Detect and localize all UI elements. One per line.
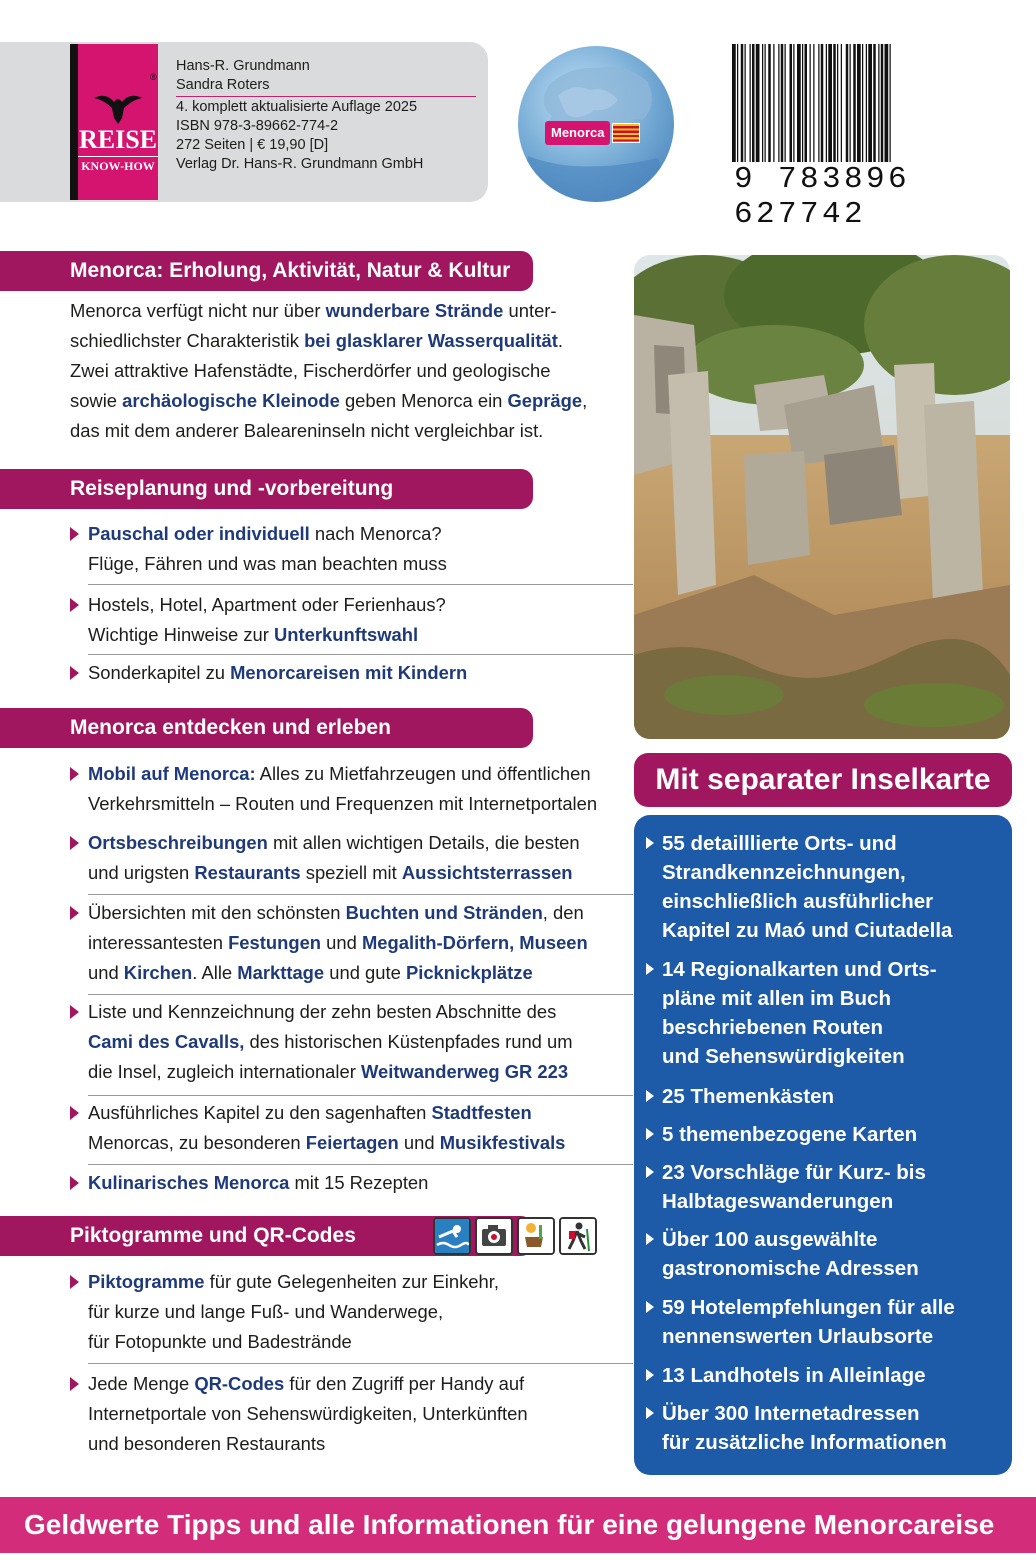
bullet-item <box>70 759 630 819</box>
feature-line: beschriebenen Routen <box>662 1016 883 1039</box>
feature-line: Halbtageswanderungen <box>662 1190 894 1213</box>
footer-banner: Geldwerte Tipps und alle Informationen für eine gelungene Menorcareise <box>0 1497 1036 1553</box>
bullet-text <box>70 590 630 650</box>
bullet-item <box>70 1369 630 1459</box>
edition: 4. komplett aktualisierte Auflage 2025 <box>176 99 418 115</box>
highlight-text: Piktogramme <box>88 1271 205 1292</box>
bullet-item <box>70 658 630 688</box>
text-line <box>88 1369 630 1399</box>
bullet-arrow-icon <box>646 1128 654 1140</box>
highlight-text: Kirchen <box>123 962 193 983</box>
text-line <box>88 1098 630 1128</box>
bullet-arrow-icon <box>70 598 79 612</box>
bullet-item <box>70 997 630 1087</box>
cafe-icon <box>517 1217 555 1255</box>
body-text: Menorca verfügt nicht nur über <box>70 300 326 321</box>
section-heading-erholung: Menorca: Erholung, Aktivität, Natur & Kultur <box>0 251 533 291</box>
body-text: des historischen Küstenpfades rund um <box>244 1031 573 1052</box>
body-text: geben Menorca ein <box>339 390 508 411</box>
body-text: für den Zugriff per Handy auf <box>284 1373 525 1394</box>
bullet-arrow-icon <box>646 1407 654 1419</box>
text-line <box>88 590 630 620</box>
text-line <box>70 326 630 356</box>
body-text: , den <box>542 902 584 923</box>
bullet-arrow-icon <box>70 666 79 680</box>
text-line <box>88 1027 630 1057</box>
text-line <box>88 1057 630 1087</box>
karte-feature-item <box>662 1120 1002 1149</box>
highlight-text: Buchten und Stränden <box>345 902 543 923</box>
balearic-flag-icon <box>612 123 640 143</box>
body-text: die Insel, zugleich internationaler <box>88 1061 361 1082</box>
body-text: nach Menorca? <box>309 523 442 544</box>
bullet-arrow-icon <box>70 836 79 850</box>
publisher: Verlag Dr. Hans-R. Grundmann GmbH <box>176 156 424 172</box>
bullet-item <box>70 1168 630 1198</box>
body-text: Menorcas, zu besonderen <box>88 1132 306 1153</box>
isbn: ISBN 978-3-89662-774-2 <box>176 118 339 134</box>
divider-line <box>88 1363 633 1364</box>
divider-line <box>88 584 633 585</box>
highlight-text: wunderbare Strände <box>325 300 504 321</box>
bullet-item <box>70 519 630 579</box>
body-text: Alles zu Mietfahrzeugen und öffentlichen <box>255 763 591 784</box>
highlight-text: Feiertagen <box>305 1132 399 1153</box>
feature-line: 23 Vorschläge für Kurz- bis <box>662 1161 926 1184</box>
body-text: Liste und Kennzeichnung der zehn besten Abschnitte des <box>88 1001 557 1022</box>
karte-feature-item <box>662 1158 1002 1216</box>
bullet-arrow-icon <box>70 1275 79 1289</box>
text-line <box>88 828 630 858</box>
text-line <box>88 620 630 650</box>
text-line <box>88 658 630 688</box>
bullet-item <box>70 590 630 650</box>
body-text: und gute <box>324 962 406 983</box>
body-text: Wichtige Hinweise zur <box>88 624 275 645</box>
highlight-text: QR-Codes <box>194 1373 285 1394</box>
bullet-text <box>70 898 630 988</box>
body-text: schiedlichster Charakteristik <box>70 330 305 351</box>
reise-know-how-logo <box>70 44 158 200</box>
body-text: für Fotopunkte und Badestrände <box>88 1331 352 1352</box>
bullet-item <box>70 1098 630 1158</box>
karte-feature-item <box>662 1082 1002 1111</box>
text-line <box>88 1399 630 1429</box>
body-text: Internetportale von Sehenswürdigkeiten, Unterkünften <box>88 1403 528 1424</box>
body-text: für kurze und lange Fuß- und Wanderwege, <box>88 1301 444 1322</box>
info-divider <box>176 96 476 97</box>
bullet-text <box>70 519 630 579</box>
bullet-text <box>70 658 630 688</box>
feature-line: Über 100 ausgewählte <box>662 1228 878 1251</box>
feature-line: 25 Themenkästen <box>662 1085 835 1108</box>
body-text: und <box>321 932 362 953</box>
highlight-text: Stadtfesten <box>431 1102 532 1123</box>
bullet-arrow-icon <box>646 963 654 975</box>
bullet-item <box>70 898 630 988</box>
feature-line: Kapitel zu Maó und Ciutadella <box>662 919 953 942</box>
bullet-arrow-icon <box>646 1090 654 1102</box>
author-2: Sandra Roters <box>176 77 270 93</box>
body-text: für gute Gelegenheiten zur Einkehr, <box>204 1271 499 1292</box>
bullet-arrow-icon <box>646 1233 654 1245</box>
bullet-text <box>70 759 630 819</box>
karte-feature-item <box>662 829 1002 945</box>
bullet-arrow-icon <box>646 837 654 849</box>
highlight-text: Unterkunftswahl <box>274 624 419 645</box>
feature-line: einschließlich ausführlicher <box>662 890 934 913</box>
bullet-text <box>70 1168 630 1198</box>
feature-line: 5 themenbezogene Karten <box>662 1123 918 1146</box>
highlight-text: Menorcareisen mit Kindern <box>230 662 468 683</box>
body-text: speziell mit <box>300 862 402 883</box>
registered-mark: ® <box>150 72 157 82</box>
body-text: Jede Menge <box>88 1373 195 1394</box>
bullet-text <box>70 1369 630 1459</box>
body-text: . <box>557 330 564 351</box>
text-line <box>88 1267 630 1297</box>
body-text: und <box>88 962 124 983</box>
inselkarte-banner: Mit separater Inselkarte <box>634 753 1012 807</box>
feature-line: für zusätzliche Informationen <box>662 1431 947 1454</box>
body-text: unter- <box>503 300 557 321</box>
hiking-icon <box>559 1217 597 1255</box>
bullet-arrow-icon <box>70 1005 79 1019</box>
bullet-arrow-icon <box>70 767 79 781</box>
body-text: . Alle <box>192 962 238 983</box>
swimming-icon <box>433 1217 471 1255</box>
section-heading-piktogramme: Piktogramme und QR-Codes <box>0 1216 533 1256</box>
logo-subtitle: KNOW-HOW <box>78 156 158 174</box>
text-line <box>88 549 630 579</box>
menorca-badge: Menorca <box>545 121 610 145</box>
highlight-text: archäologische Kleinode <box>122 390 340 411</box>
divider-line <box>88 654 633 655</box>
body-text: und besonderen Restaurants <box>88 1433 326 1454</box>
highlight-text: Markttage <box>237 962 325 983</box>
bullet-arrow-icon <box>646 1166 654 1178</box>
bullet-arrow-icon <box>646 1301 654 1313</box>
body-text: mit 15 Rezepten <box>289 1172 429 1193</box>
feature-line: gastronomische Adressen <box>662 1257 919 1280</box>
body-text: und <box>398 1132 440 1153</box>
body-text: , <box>582 390 588 411</box>
text-line <box>88 958 630 988</box>
logo-title: REISE <box>78 125 158 154</box>
bullet-item <box>70 828 630 888</box>
section-heading-reiseplanung: Reiseplanung und -vorbereitung <box>0 469 533 509</box>
bullet-arrow-icon <box>70 1377 79 1391</box>
bullet-text <box>70 997 630 1087</box>
feature-line: 55 detailllierte Orts- und <box>662 832 897 855</box>
highlight-text: Mobil auf Menorca: <box>88 763 256 784</box>
text-line <box>70 386 630 416</box>
feature-line: 59 Hotelempfehlungen für alle <box>662 1296 955 1319</box>
bullet-arrow-icon <box>70 527 79 541</box>
karte-feature-item <box>662 1361 1002 1390</box>
text-line <box>88 1128 630 1158</box>
body-text: Ausführliches Kapitel zu den sagenhaften <box>88 1102 432 1123</box>
bullet-item <box>70 1267 630 1357</box>
book-info <box>176 57 476 174</box>
body-text: Übersichten mit den schönsten <box>88 902 346 923</box>
divider-line <box>88 1095 633 1096</box>
body-text: Sonderkapitel zu <box>88 662 231 683</box>
feature-line: 14 Regionalkarten und Orts- <box>662 958 937 981</box>
feature-line: Strandkennzeichnungen, <box>662 861 906 884</box>
highlight-text: Restaurants <box>194 862 301 883</box>
bullet-text <box>70 1267 630 1357</box>
text-line <box>88 928 630 958</box>
text-line <box>88 1429 630 1459</box>
bird-icon <box>92 88 144 128</box>
barcode-number: 9 783896 627742 <box>734 162 911 232</box>
body-text: Zwei attraktive Hafenstädte, Fischerdörfer und geologische <box>70 360 551 381</box>
divider-line <box>88 1164 633 1165</box>
text-line <box>88 1297 630 1327</box>
karte-feature-item <box>662 1293 1002 1351</box>
text-line <box>88 759 630 789</box>
divider-line <box>88 894 633 895</box>
highlight-text: Weitwanderweg GR 223 <box>360 1061 569 1082</box>
body-text: das mit dem anderer Baleareninseln nicht vergleichbar ist. <box>70 420 544 441</box>
text-line <box>70 416 630 446</box>
karte-feature-item <box>662 955 1002 1071</box>
body-text: Verkehrsmitteln – Routen und Frequenzen mit Internetportalen <box>88 793 598 814</box>
highlight-text: Gepräge <box>507 390 583 411</box>
bullet-arrow-icon <box>70 1176 79 1190</box>
intro-paragraph <box>70 296 630 446</box>
camera-icon <box>475 1217 513 1255</box>
text-line <box>88 1327 630 1357</box>
feature-line: pläne mit allen im Buch <box>662 987 891 1010</box>
text-line <box>70 356 630 386</box>
bullet-arrow-icon <box>70 906 79 920</box>
feature-line: und Sehenswürdigkeiten <box>662 1045 905 1068</box>
body-text: interessantesten <box>88 932 229 953</box>
feature-line: 13 Landhotels in Alleinlage <box>662 1364 926 1387</box>
highlight-text: Ortsbeschreibungen <box>88 832 268 853</box>
highlight-text: Cami des Cavalls, <box>88 1031 245 1052</box>
highlight-text: Festungen <box>228 932 322 953</box>
body-text: mit allen wichtigen Details, die besten <box>267 832 580 853</box>
body-text: Flüge, Fähren und was man beachten muss <box>88 553 447 574</box>
highlight-text: Aussichtsterrassen <box>401 862 573 883</box>
body-text: Hostels, Hotel, Apartment oder Ferienhaus? <box>88 594 446 615</box>
highlight-text: Megalith-Dörfern, Museen <box>361 932 588 953</box>
karte-feature-item <box>662 1225 1002 1283</box>
feature-line: nennenswerten Urlaubsorte <box>662 1325 934 1348</box>
highlight-text: bei glasklarer Wasserqualität <box>304 330 558 351</box>
text-line <box>88 1168 630 1198</box>
body-text: sowie <box>70 390 123 411</box>
karte-feature-item <box>662 1399 1002 1457</box>
text-line <box>70 296 630 326</box>
text-line <box>88 519 630 549</box>
author-1: Hans-R. Grundmann <box>176 58 310 74</box>
feature-line: Über 300 Internetadressen <box>662 1402 920 1425</box>
divider-line <box>88 994 633 995</box>
text-line <box>88 997 630 1027</box>
highlight-text: Pauschal oder individuell <box>88 523 310 544</box>
text-line <box>88 789 630 819</box>
highlight-text: Picknickplätze <box>405 962 533 983</box>
barcode-icon <box>730 44 962 168</box>
highlight-text: Musikfestivals <box>439 1132 566 1153</box>
pages-price: 272 Seiten | € 19,90 [D] <box>176 137 329 153</box>
megalith-ruins-photo <box>634 255 1010 739</box>
section-heading-entdecken: Menorca entdecken und erleben <box>0 708 533 748</box>
bullet-text <box>70 1098 630 1158</box>
text-line <box>88 858 630 888</box>
bullet-arrow-icon <box>70 1106 79 1120</box>
bullet-arrow-icon <box>646 1369 654 1381</box>
body-text: und urigsten <box>88 862 195 883</box>
text-line <box>88 898 630 928</box>
highlight-text: Kulinarisches Menorca <box>88 1172 290 1193</box>
bullet-text <box>70 828 630 888</box>
